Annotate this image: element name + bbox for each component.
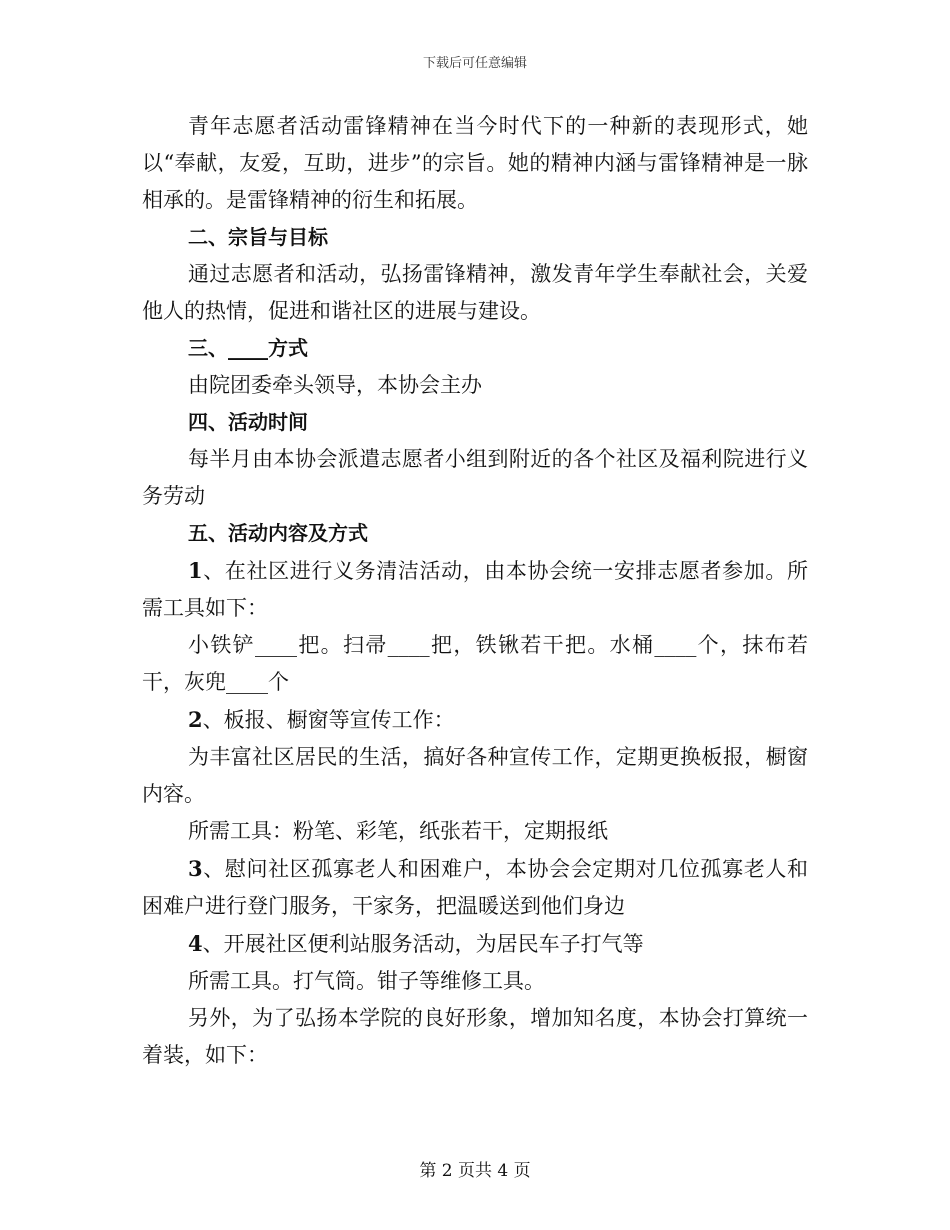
paragraph-tools-publicity: 所需工具：粉笔、彩笔，纸张若干，定期报纸 <box>188 819 608 843</box>
list-item-2 <box>142 701 808 739</box>
paragraph-tools-repair: 所需工具。打气筒。钳子等维修工具。 <box>188 969 545 993</box>
item-number: 1 <box>188 558 203 583</box>
item-number: 2 <box>188 707 203 732</box>
paragraph-time: 每半月由本协会派遣志愿者小组到附近的各个社区及福利院进行义务劳动 <box>142 447 808 508</box>
item-number: 3 <box>188 856 203 881</box>
paragraph-uniform: 另外，为了弘扬本学院的良好形象，增加知名度，本协会打算统一着装，如下： <box>142 1006 808 1067</box>
item-text: 、慰问社区孤寡老人和困难户，本协会会定期对几位孤寡老人和困难户进行登门服务，干家务，把温暖送到他们身边 <box>142 857 808 918</box>
paragraph-intro: 青年志愿者活动雷锋精神在当今时代下的一种新的表现形式，她以“奉献，友爱，互助，进步”的宗旨。她的精神内涵与雷锋精神是一脉相承的。是雷锋精神的衍生和拓展。 <box>142 114 808 212</box>
item-text: 、开展社区便利站服务活动，为居民车子打气等 <box>202 932 644 956</box>
item-text: 、板报、橱窗等宣传工作： <box>202 708 455 732</box>
item-text: 、在社区进行义务清洁活动，由本协会统一安排志愿者参加。所需工具如下： <box>142 559 808 620</box>
page-header: 下载后可任意编辑 <box>422 56 527 71</box>
item-number: 4 <box>188 931 203 956</box>
list-item-3 <box>142 850 808 925</box>
page-footer: 第 2 页共 4 页 <box>419 1161 531 1181</box>
paragraph-publicity: 为丰富社区居民的生活，搞好各种宣传工作，定期更换板报，橱窗内容。 <box>142 745 808 806</box>
list-item-1 <box>142 552 808 627</box>
document-body <box>142 108 808 1074</box>
list-item-4 <box>142 925 808 963</box>
heading-purpose: 二、宗旨与目标 <box>188 225 328 249</box>
heading-time: 四、活动时间 <box>188 410 308 434</box>
paragraph-method: 由院团委牵头领导，本协会主办 <box>188 373 482 397</box>
heading-content: 五、活动内容及方式 <box>188 521 368 545</box>
heading-method: 三、____方式 <box>188 336 308 360</box>
paragraph-tools-cleaning: 小铁铲____把。扫帚____把，铁锹若干把。水桶____个，抹布若干，灰兜____个 <box>142 633 808 694</box>
paragraph-purpose: 通过志愿者和活动，弘扬雷锋精神，激发青年学生奉献社会，关爱他人的热情，促进和谐社区的进展与建设。 <box>142 262 808 323</box>
